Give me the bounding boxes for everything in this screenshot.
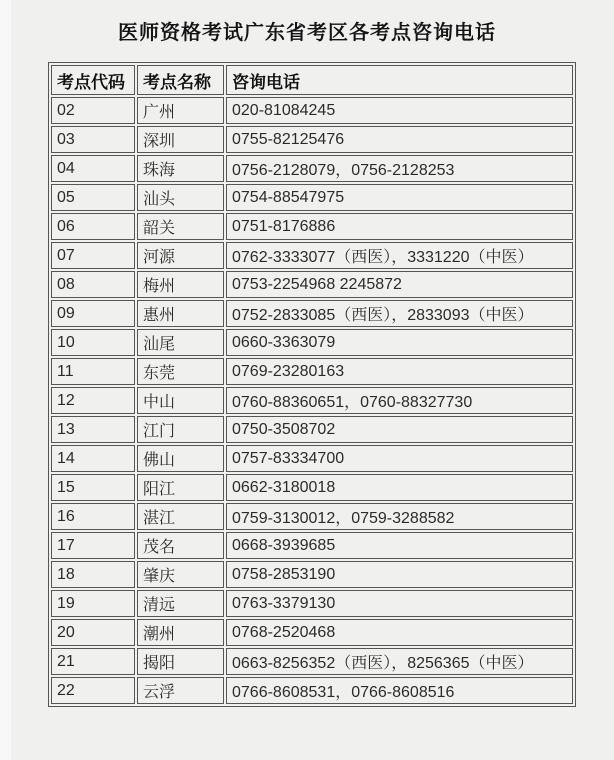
site-code-cell: 18	[51, 561, 135, 588]
phone-cell: 0662-3180018	[226, 474, 573, 501]
site-code-cell: 07	[51, 242, 135, 269]
phone-cell: 0762-3333077（西医），3331220（中医）	[226, 242, 573, 269]
table-row	[51, 590, 573, 617]
site-name-cell: 揭阳	[137, 648, 224, 675]
site-code-cell: 09	[51, 300, 135, 327]
phone-cell: 0766-8608531，0766-8608516	[226, 677, 573, 704]
table-row	[51, 184, 573, 211]
site-name-cell: 韶关	[137, 213, 224, 240]
site-name-cell: 潮州	[137, 619, 224, 646]
phone-cell: 0754-88547975	[226, 184, 573, 211]
site-code-cell: 04	[51, 155, 135, 182]
table-row	[51, 358, 573, 385]
site-name-cell: 阳江	[137, 474, 224, 501]
header-row	[51, 65, 573, 95]
header-site-code: 考点代码	[51, 65, 135, 95]
phone-cell: 0753-2254968 2245872	[226, 271, 573, 298]
table-row	[51, 271, 573, 298]
site-code-cell: 05	[51, 184, 135, 211]
site-name-cell: 河源	[137, 242, 224, 269]
phone-cell: 0755-82125476	[226, 126, 573, 153]
site-code-cell: 21	[51, 648, 135, 675]
phone-cell: 0757-83334700	[226, 445, 573, 472]
site-code-cell: 15	[51, 474, 135, 501]
site-code-cell: 14	[51, 445, 135, 472]
site-name-cell: 汕尾	[137, 329, 224, 356]
table-row	[51, 97, 573, 124]
phone-table	[48, 62, 576, 707]
site-code-cell: 13	[51, 416, 135, 443]
site-name-cell: 中山	[137, 387, 224, 414]
site-name-cell: 东莞	[137, 358, 224, 385]
site-code-cell: 02	[51, 97, 135, 124]
site-code-cell: 03	[51, 126, 135, 153]
left-margin-strip	[0, 0, 11, 760]
phone-cell: 0760-88360651，0760-88327730	[226, 387, 573, 414]
site-name-cell: 清远	[137, 590, 224, 617]
site-name-cell: 茂名	[137, 532, 224, 559]
table-row	[51, 387, 573, 414]
site-code-cell: 08	[51, 271, 135, 298]
table-row	[51, 474, 573, 501]
site-name-cell: 肇庆	[137, 561, 224, 588]
phone-cell: 0758-2853190	[226, 561, 573, 588]
table-row	[51, 213, 573, 240]
phone-cell: 0769-23280163	[226, 358, 573, 385]
table-header	[51, 65, 573, 95]
table-row	[51, 126, 573, 153]
table-row	[51, 619, 573, 646]
page-title: 医师资格考试广东省考区各考点咨询电话	[118, 22, 496, 44]
table-body	[51, 97, 573, 704]
table-row	[51, 648, 573, 675]
phone-cell: 0752-2833085（西医），2833093（中医）	[226, 300, 573, 327]
phone-cell: 0663-8256352（西医），8256365（中医）	[226, 648, 573, 675]
header-site-name: 考点名称	[137, 65, 224, 95]
site-name-cell: 惠州	[137, 300, 224, 327]
site-name-cell: 广州	[137, 97, 224, 124]
phone-cell: 0668-3939685	[226, 532, 573, 559]
site-name-cell: 云浮	[137, 677, 224, 704]
site-name-cell: 汕头	[137, 184, 224, 211]
site-code-cell: 12	[51, 387, 135, 414]
site-name-cell: 湛江	[137, 503, 224, 530]
site-code-cell: 06	[51, 213, 135, 240]
phone-cell: 0750-3508702	[226, 416, 573, 443]
site-name-cell: 珠海	[137, 155, 224, 182]
site-code-cell: 16	[51, 503, 135, 530]
site-name-cell: 江门	[137, 416, 224, 443]
site-code-cell: 17	[51, 532, 135, 559]
table-row	[51, 329, 573, 356]
site-code-cell: 20	[51, 619, 135, 646]
site-name-cell: 深圳	[137, 126, 224, 153]
table-row	[51, 416, 573, 443]
phone-cell: 0751-8176886	[226, 213, 573, 240]
table-row	[51, 677, 573, 704]
site-name-cell: 佛山	[137, 445, 224, 472]
site-name-cell: 梅州	[137, 271, 224, 298]
phone-cell: 0756-2128079，0756-2128253	[226, 155, 573, 182]
table-row	[51, 561, 573, 588]
table-row	[51, 242, 573, 269]
table-row	[51, 532, 573, 559]
site-code-cell: 22	[51, 677, 135, 704]
phone-cell: 0768-2520468	[226, 619, 573, 646]
header-phone: 咨询电话	[226, 65, 573, 95]
site-code-cell: 10	[51, 329, 135, 356]
table-row	[51, 445, 573, 472]
phone-table-container	[48, 62, 576, 707]
phone-cell: 0660-3363079	[226, 329, 573, 356]
phone-cell: 020-81084245	[226, 97, 573, 124]
table-row	[51, 155, 573, 182]
site-code-cell: 11	[51, 358, 135, 385]
phone-cell: 0759-3130012，0759-3288582	[226, 503, 573, 530]
site-code-cell: 19	[51, 590, 135, 617]
table-row	[51, 503, 573, 530]
table-row	[51, 300, 573, 327]
phone-cell: 0763-3379130	[226, 590, 573, 617]
